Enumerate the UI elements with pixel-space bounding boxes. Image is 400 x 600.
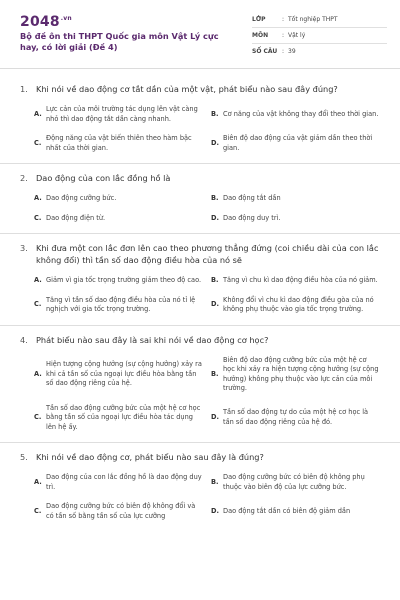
option-c[interactable] xyxy=(34,294,203,317)
question-text: Khi nói về dao động cơ, phát biểu nào sau đây là đúng? xyxy=(36,452,264,462)
option-text: Dao động cưỡng bức có biên độ không phụ thuộc vào biên độ của lực cưỡng bức. xyxy=(223,473,365,491)
option-text: Giảm vì gia tốc trọng trường giảm theo độ cao. xyxy=(46,276,202,284)
meta-key: SỐ CÂU xyxy=(252,48,278,55)
option-letter: A. xyxy=(34,369,42,378)
option-text: Dao động duy trì. xyxy=(223,213,281,222)
question-5 xyxy=(20,451,380,523)
answer-options xyxy=(20,471,380,523)
option-letter: C. xyxy=(34,506,42,515)
question-text: Phát biểu nào sau đây là sai khi nói về dao động cơ học? xyxy=(36,334,269,345)
answer-options xyxy=(20,192,380,225)
option-a[interactable] xyxy=(34,274,203,288)
option-a[interactable] xyxy=(34,354,203,396)
option-letter: C. xyxy=(34,138,42,147)
meta-row-class: LỚP : Tốt nghiệp THPT xyxy=(252,12,387,28)
option-text: Tăng vì tần số dao động điều hòa của nó tỉ lệ nghịch với gia tốc trọng trường. xyxy=(46,295,196,313)
meta-key: LỚP xyxy=(252,16,266,23)
option-text: Lực cản của môi trường tác dụng lên vật càng nhỏ thì dao động tắt dần càng nhanh. xyxy=(46,105,198,123)
option-b[interactable] xyxy=(211,274,380,288)
option-text: Dao động tắt dần có biên độ giảm dần xyxy=(223,506,351,515)
option-letter: A. xyxy=(34,194,42,202)
question-number: 2. xyxy=(20,173,28,183)
option-text: Dao động cưỡng bức. xyxy=(46,194,117,202)
meta-value: 39 xyxy=(288,48,296,55)
divider xyxy=(0,163,400,164)
option-c[interactable] xyxy=(34,132,203,155)
option-letter: B. xyxy=(211,369,219,378)
answer-options xyxy=(20,354,380,435)
option-letter: B. xyxy=(211,109,219,118)
question-number: 1. xyxy=(20,84,28,94)
question-2 xyxy=(20,172,380,234)
option-text: Không đổi vì chu kì dao động điều gòa của nó không phụ thuộc vào gia tốc trọng trường. xyxy=(223,295,374,313)
option-text: Biên độ dao động của vật giảm dần theo thời gian. xyxy=(223,134,373,152)
option-letter: D. xyxy=(211,300,219,309)
divider xyxy=(0,233,400,234)
option-letter: A. xyxy=(34,276,42,284)
page-header xyxy=(0,0,400,69)
option-letter: B. xyxy=(211,477,219,486)
meta-row-subject: MÔN : Vật lý xyxy=(252,28,387,44)
option-letter: C. xyxy=(34,213,42,222)
meta-key: MÔN xyxy=(252,32,269,39)
meta-table xyxy=(252,12,387,59)
option-text: Biên độ dao động cưỡng bức của một hệ cơ học khi xảy ra hiện tượng cộng hưởng (sự cộng hưởng) không phụ thuộc vào lực cản của môi trường. xyxy=(223,355,379,392)
question-list xyxy=(0,69,400,523)
option-text: Hiện tượng cộng hưởng (sự cộng hưởng) xảy ra khi cả tần số của ngoại lực điều hòa bằng tần số dao động riêng của hệ. xyxy=(46,360,202,388)
option-c[interactable] xyxy=(34,212,203,226)
option-c[interactable] xyxy=(34,500,203,523)
option-letter: A. xyxy=(34,109,42,118)
option-text: Dao động tắt dần xyxy=(223,194,281,202)
option-text: Dao động của con lắc đồng hồ là dao động duy trì. xyxy=(46,473,202,491)
question-text: Dao động của con lắc đồng hồ là xyxy=(36,173,171,183)
question-number: 3. xyxy=(20,243,28,253)
option-d[interactable] xyxy=(211,500,380,523)
option-b[interactable] xyxy=(211,103,380,126)
question-3 xyxy=(20,242,380,326)
option-letter: A. xyxy=(34,477,42,486)
meta-row-count: SỐ CÂU : 39 xyxy=(252,44,387,59)
divider xyxy=(0,325,400,326)
option-text: Động năng của vật biến thiên theo hàm bậc nhất của thời gian. xyxy=(46,134,192,152)
question-text: Khi nói về dao động cơ tắt dần của một vật, phát biểu nào sau đây đúng? xyxy=(36,84,338,94)
option-letter: D. xyxy=(211,138,219,147)
option-a[interactable] xyxy=(34,103,203,126)
meta-value: Tốt nghiệp THPT xyxy=(288,16,338,23)
option-letter: D. xyxy=(211,506,219,515)
option-d[interactable] xyxy=(211,132,380,155)
question-number: 5. xyxy=(20,452,28,462)
option-d[interactable] xyxy=(211,402,380,435)
option-b[interactable] xyxy=(211,471,380,494)
meta-value: Vật lý xyxy=(288,32,306,39)
option-a[interactable] xyxy=(34,471,203,494)
option-letter: D. xyxy=(211,213,219,222)
option-text: Tần số dao động cưỡng bức của một hệ cơ học bằng tần số của ngoại lực điều hòa tác dụng lên hệ ấy. xyxy=(46,403,201,431)
question-number: 4. xyxy=(20,334,28,345)
option-c[interactable] xyxy=(34,402,203,435)
option-letter: B. xyxy=(211,194,219,202)
question-text: Khi đưa một con lắc đơn lên cao theo phương thẳng đứng (coi chiều dài của con lắc không đổi) thì tần số dao động điều hòa của nó sẽ xyxy=(36,243,379,265)
option-letter: C. xyxy=(34,413,42,421)
option-text: Cơ năng của vật không thay đổi theo thời gian. xyxy=(223,109,379,118)
site-logo[interactable]: $2048^{.vn}$ xyxy=(20,14,72,30)
option-text: Dao động điện từ. xyxy=(46,213,106,222)
option-d[interactable] xyxy=(211,212,380,226)
answer-options xyxy=(20,103,380,155)
option-text: Tần số dao động tự do của một hệ cơ học là tần số dao động riêng của hệ đó. xyxy=(223,408,369,426)
option-letter: D. xyxy=(211,413,219,421)
option-d[interactable] xyxy=(211,294,380,317)
document-title: Bộ đề ôn thi THPT Quốc gia môn Vật Lý cực hay, có lời giải (Đề 4) xyxy=(20,31,219,52)
divider xyxy=(0,442,400,443)
option-letter: B. xyxy=(211,276,219,284)
answer-options xyxy=(20,274,380,317)
option-a[interactable] xyxy=(34,192,203,206)
option-text: Dao động cưỡng bức có biên độ không đổi và có tần số bằng tần số của lực cưỡng xyxy=(46,502,196,520)
question-1 xyxy=(20,83,380,164)
option-text: Tăng vì chu kì dao động điều hòa của nó giảm. xyxy=(223,276,378,284)
option-b[interactable] xyxy=(211,192,380,206)
question-4 xyxy=(20,334,380,444)
option-b[interactable] xyxy=(211,354,380,396)
option-letter: C. xyxy=(34,300,42,309)
